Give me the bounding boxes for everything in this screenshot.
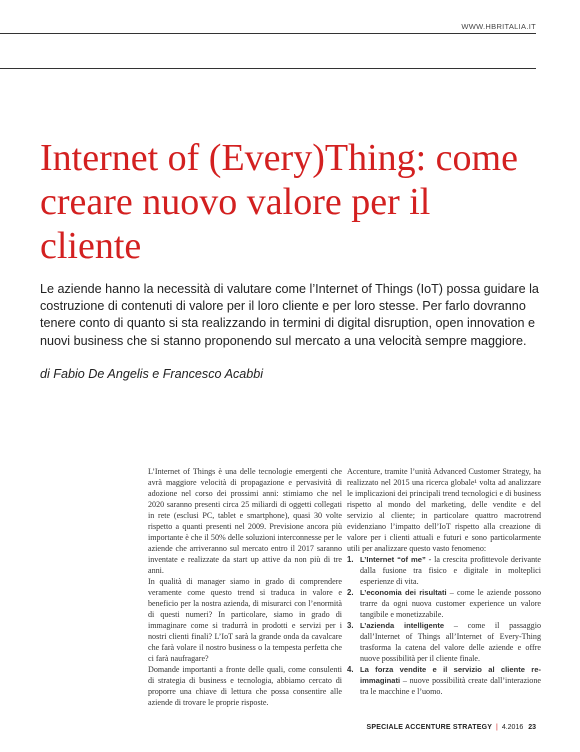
body-paragraph: L’Internet of Things è una delle tecnologie emergenti che avrà maggiore velocità di propagazione e pervasività di adozione nel corso dei prossimi anni: stimiamo che nel 2020 saranno presenti circa 25 miliardi di oggetti collegati in rete (esclusi PC, tablet e smartphone), quasi 30 volte rispetto a quanti presenti nel 2009. Previsione ancora più importante è che il 50% delle soluzioni interconnesse per le aziende che arriveranno sul mercato entro il 2017 saranno inventate e realizzate da start up attive da non più di tre anni. <box>148 467 342 575</box>
article-title: Internet of (Every)Thing: come creare nuovo valore per il cliente <box>40 137 518 267</box>
list-item-text: - la crescita profittevole derivante dalla fusione tra fisico e digitale in molteplici esperienze di vita. <box>360 555 542 586</box>
trend-list-item <box>347 554 541 587</box>
list-item-number: 3. <box>347 621 354 630</box>
footer-separator: | <box>496 724 498 731</box>
trend-list-item <box>347 664 541 697</box>
list-item-number: 2. <box>347 588 354 597</box>
list-item-heading: L’economia dei risultati <box>360 588 447 597</box>
list-item-text: – nuove possibilità create dall’interazione tra le macchine e l’uomo. <box>360 676 541 696</box>
body-column-left <box>148 466 342 708</box>
article-byline: di Fabio De Angelis e Francesco Acabbi <box>40 367 264 381</box>
body-paragraph: Accenture, tramite l’unità Advanced Customer Strategy, ha realizzato nel 2015 una ricerca globale¹ volta ad analizzare le implicazioni dei principali trend tecnologici e di business rispetto al mondo del marketing, delle vendite e del servizio al cliente; in particolare quattro macrotrend evidenziano l’impatto dell’IoT rispetto alla creazione di valore per i clienti attuali e futuri e sono particolarmente utili per analizzare questo vasto fenomeno: <box>347 467 541 553</box>
section-rule <box>0 68 536 69</box>
header-rule <box>0 33 536 34</box>
list-item-number: 4. <box>347 665 354 674</box>
footer-issue: 4.2016 <box>501 724 524 731</box>
list-item-text: – come le aziende possono trarre da ogni nuova customer experience un valore tangibile e monetizzabile. <box>360 588 541 619</box>
list-item-number: 1. <box>347 555 354 564</box>
list-item-heading: L’azienda intelligente <box>360 621 445 630</box>
body-paragraph: Domande importanti a fronte delle quali, come consulenti di strategia di business e tecnologia, abbiamo cercato di proporre una chiave di lettura che possa consentire alle aziende di trovare le proprie risposte. <box>148 665 342 707</box>
body-paragraph: In qualità di manager siamo in grado di comprendere veramente come questo trend si traduca in valore e beneficio per la nostra azienda, di misurarci con l’enormità di questi numeri? In particolare, siamo in grado di immaginare come si tradurrà in prodotti e servizi per i nostri clienti finali? L’IoT sarà la grande onda da cavalcare che farà volare il nostro business o la tempesta perfetta che ci farà naufragare? <box>148 577 342 663</box>
trend-list <box>347 554 541 697</box>
trend-list-item <box>347 587 541 620</box>
trend-list-item <box>347 620 541 664</box>
page-number: 23 <box>528 724 536 731</box>
page-footer <box>367 724 536 731</box>
article-lead: Le aziende hanno la necessità di valutare come l’Internet of Things (IoT) possa guidare la costruzione di contenuti di valore per il loro cliente e per loro stesse. Per farlo dovranno tenere conto di quanto si sta realizzando in termini di digital disruption, open innovation e nuovi business che si stanno proponendo sul mercato a una velocità sempre maggiore. <box>40 282 539 348</box>
footer-brand: SPECIALE ACCENTURE STRATEGY <box>366 724 493 731</box>
body-column-right <box>347 466 541 697</box>
list-item-heading: L’Internet “of me” <box>360 555 426 564</box>
list-item-text: – come il passaggio dall’Internet of Things all’Internet of Every-Thing trasforma la catena del valore delle aziende e offre nuove possibilità per il cliente finale. <box>360 621 542 663</box>
site-url[interactable]: WWW.HBRITALIA.IT <box>461 22 536 31</box>
list-item-heading: La forza vendite e il servizio al cliente re-immaginati <box>360 665 541 685</box>
